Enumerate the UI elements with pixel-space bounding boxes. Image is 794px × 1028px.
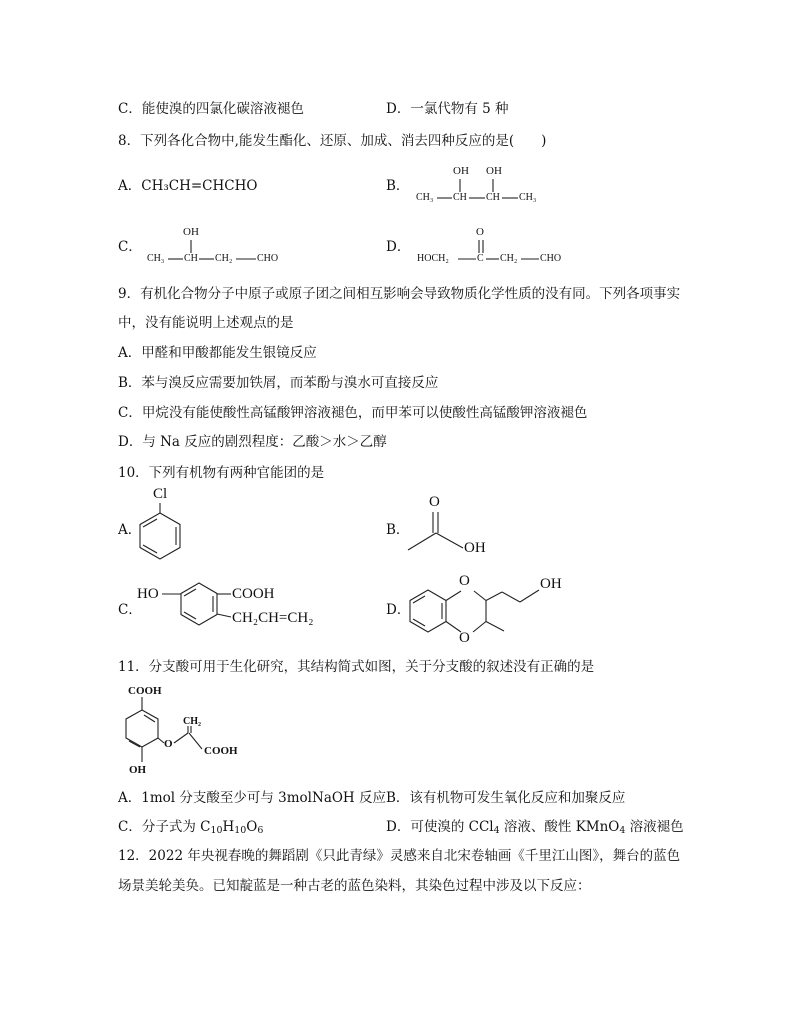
q10d-o-bottom: O — [459, 630, 470, 646]
q9-option-d: D．与 Na 反应的剧烈程度：乙酸＞水＞乙醇 — [118, 434, 387, 450]
q12-stem-line1: 12．2022 年央视春晚的舞蹈剧《只此青绿》灵感来自北宋卷轴画《千里江山图》，舞台的蓝色 — [118, 848, 681, 864]
q8-option-b-label: B． — [386, 178, 410, 194]
q8c-ch: CH — [184, 253, 198, 264]
q11-option-c: C．分子式为 $C_{10}H_{10}O_6$ — [118, 819, 264, 836]
q10b-o: O — [429, 494, 440, 510]
q11-ether-o: O — [164, 738, 173, 750]
q8c-oh: OH — [183, 226, 199, 238]
q10-option-c-label: C． — [118, 602, 142, 618]
q8-option-d-label: D． — [386, 239, 411, 255]
q10-stem: 10．下列有机物有两种官能团的是 — [118, 465, 325, 481]
q11-stem: 11．分支酸可用于生化研究，其结构简式如图，关于分支酸的叙述没有正确的是 — [118, 659, 595, 675]
q8b-ch-1: CH — [453, 192, 467, 203]
q7-option-d: D．一氯代物有 5 种 — [386, 101, 509, 117]
q10a-cl: Cl — [153, 486, 168, 502]
q8-option-c-label: C． — [118, 239, 142, 255]
q8-option-a: A．CH₃CH=CHCHO — [118, 178, 258, 194]
q10-option-b-label: B． — [386, 522, 410, 538]
q11-option-b: B．该有机物可发生氧化反应和加聚反应 — [386, 790, 626, 806]
q11-cooh-top: COOH — [128, 685, 162, 697]
q8c-cho: CHO — [257, 253, 279, 264]
q12-stem-line2: 场景美轮美奂。已知靛蓝是一种古老的蓝色染料，其染色过程中涉及以下反应： — [118, 878, 591, 894]
q8d-o: O — [476, 226, 484, 238]
q10c-ho: HO — [137, 586, 159, 602]
q9-option-b: B．苯与溴反应需要加铁屑，而苯酚与溴水可直接反应 — [118, 375, 439, 391]
q9-option-a: A．甲醛和甲酸都能发生银镜反应 — [118, 345, 317, 361]
q9-option-c: C．甲烷没有能使酸性高锰酸钾溶液褪色，而甲苯可以使酸性高锰酸钾溶液褪色 — [118, 405, 588, 421]
q10c-allyl: CH₂CH=CH₂ — [232, 610, 314, 626]
q8d-c: C — [477, 253, 484, 264]
q11-oh: OH — [129, 764, 147, 776]
q7-option-c: C．能使溴的四氯化碳溶液褪色 — [118, 101, 304, 117]
q11-option-a: A．1mol 分支酸至少可与 3molNaOH 反应 — [118, 790, 386, 806]
q9-stem-line2: 中，没有能说明上述观点的是 — [118, 315, 294, 331]
q8b-ch-2: CH — [486, 192, 500, 203]
q11-cooh-side: COOH — [204, 745, 238, 757]
q8d-cho: CHO — [540, 253, 562, 264]
q10-option-a-label: A． — [118, 522, 142, 538]
q10c-cooh: COOH — [232, 586, 275, 602]
q10d-oh: OH — [540, 576, 562, 592]
q10-option-d-label: D． — [386, 602, 411, 618]
q8b-ch3-left: CH₃ — [416, 192, 434, 203]
q8b-oh-1: OH — [453, 165, 469, 177]
q8-stem: 8．下列各化合物中,能发生酯化、还原、加成、消去四种反应的是( ) — [118, 133, 547, 149]
q8d-ch2: CH₂ — [500, 253, 518, 264]
q8d-hoch2: HOCH₂ — [417, 253, 449, 264]
q10d-o-top: O — [459, 573, 470, 589]
q8c-ch2: CH₂ — [215, 253, 233, 264]
q10b-oh: OH — [464, 540, 486, 556]
q8b-oh-2: OH — [486, 165, 502, 177]
q11-ch2: CH₂ — [183, 716, 201, 727]
q9-stem-line1: 9．有机化合物分子中原子或原子团之间相互影响会导致物质化学性质的没有同。下列各项事实 — [118, 286, 681, 302]
q8b-ch3-right: CH₃ — [519, 192, 537, 203]
q8c-ch3: CH₃ — [147, 253, 165, 264]
q11-option-d: D．可使溴的 CCl$_4$ 溶液、酸性 KMnO$_4$ 溶液褪色 — [386, 819, 684, 836]
